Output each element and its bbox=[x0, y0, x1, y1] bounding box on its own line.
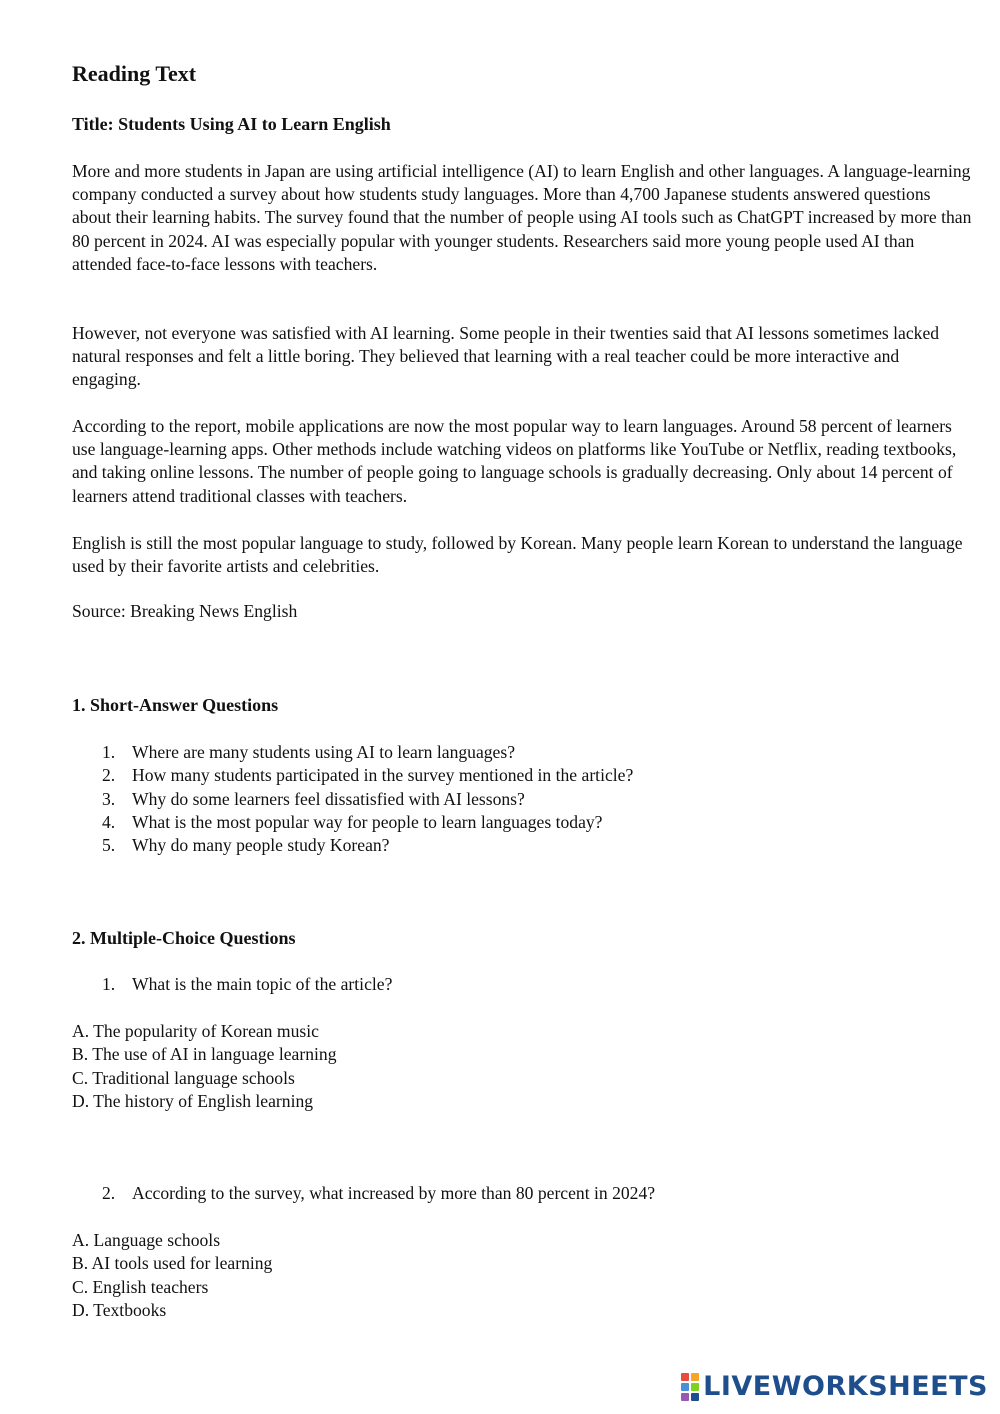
short-answer-list bbox=[102, 741, 633, 857]
answer-option-d: D. Textbooks bbox=[72, 1299, 167, 1320]
question-text: Where are many students using AI to learn languages? bbox=[132, 742, 516, 762]
mcq-options-1 bbox=[72, 1020, 337, 1113]
question-number: 1. bbox=[102, 974, 116, 994]
logo-text: LIVEWORKSHEETS bbox=[703, 1371, 988, 1402]
logo-mark-icon bbox=[681, 1373, 699, 1401]
paragraph-2: However, not everyone was satisfied with AI learning. Some people in their twenties said that AI lessons sometimes lacked natural responses and felt a little boring. They believed that learning with a real teacher could be more interactive and engaging. bbox=[72, 323, 940, 390]
question-number: 1. bbox=[102, 742, 116, 762]
logo-square bbox=[681, 1393, 689, 1401]
question-item bbox=[102, 788, 633, 811]
question-text: What is the most popular way for people to learn languages today? bbox=[132, 811, 603, 832]
logo-square bbox=[691, 1393, 699, 1401]
multiple-choice-heading: 2. Multiple-Choice Questions bbox=[72, 928, 296, 948]
mcq-question-1 bbox=[102, 974, 392, 995]
mcq-question-2 bbox=[102, 1183, 655, 1204]
short-answer-heading: 1. Short-Answer Questions bbox=[72, 695, 279, 715]
question-number: 2. bbox=[102, 1183, 116, 1203]
answer-option-b: B. AI tools used for learning bbox=[72, 1253, 273, 1274]
paragraph-3: According to the report, mobile applications are now the most popular way to learn languages. Around 58 percent of learners use language-learning apps. Other methods include watching videos on platforms like YouTube or Netflix, reading textbooks, and taking online lessons. The number of people going to language schools is gradually decreasing. Only about 14 percent of learners attend traditional classes with teachers. bbox=[72, 416, 957, 506]
question-text: Why do some learners feel dissatisfied with AI lessons? bbox=[132, 788, 525, 809]
liveworksheets-logo bbox=[681, 1371, 988, 1402]
question-text: How many students participated in the survey mentioned in the article? bbox=[132, 765, 634, 786]
answer-option-b: B. The use of AI in language learning bbox=[72, 1044, 337, 1065]
answer-option-d: D. The history of English learning bbox=[72, 1090, 314, 1111]
question-item bbox=[102, 764, 633, 787]
paragraph-4: English is still the most popular language to study, followed by Korean. Many people learn Korean to understand the language used by their favorite artists and celebrities. bbox=[72, 533, 963, 577]
question-number: 4. bbox=[102, 811, 116, 832]
answer-option-c: C. Traditional language schools bbox=[72, 1067, 295, 1088]
question-item bbox=[102, 834, 633, 857]
question-number: 2. bbox=[102, 765, 116, 786]
page-heading: Reading Text bbox=[72, 61, 197, 86]
logo-square bbox=[691, 1383, 699, 1391]
question-number: 5. bbox=[102, 835, 116, 856]
question-number: 3. bbox=[102, 788, 116, 809]
source-line: Source: Breaking News English bbox=[72, 601, 298, 621]
question-item bbox=[102, 741, 633, 764]
answer-option-a: A. Language schools bbox=[72, 1230, 221, 1250]
paragraph-1: More and more students in Japan are using artificial intelligence (AI) to learn English and other languages. A language-learning company conducted a survey about how students study languages. More than 4,700 Japanese students answered questions about their learning habits. The survey found that the number of people using AI tools such as ChatGPT increased by more than 80 percent in 2024. AI was especially popular with younger students. Researchers said more young people used AI than attended face-to-face lessons with teachers. bbox=[72, 161, 972, 274]
answer-option-a: A. The popularity of Korean music bbox=[72, 1021, 319, 1041]
mcq-options-2 bbox=[72, 1229, 272, 1322]
article-title: Title: Students Using AI to Learn English bbox=[72, 114, 391, 134]
logo-square bbox=[681, 1383, 689, 1391]
question-text: Why do many people study Korean? bbox=[132, 835, 390, 856]
logo-square bbox=[691, 1373, 699, 1381]
answer-option-c: C. English teachers bbox=[72, 1276, 209, 1297]
question-text: What is the main topic of the article? bbox=[132, 974, 393, 994]
question-item bbox=[102, 811, 633, 834]
question-text: According to the survey, what increased by more than 80 percent in 2024? bbox=[132, 1183, 656, 1203]
logo-square bbox=[681, 1373, 689, 1381]
